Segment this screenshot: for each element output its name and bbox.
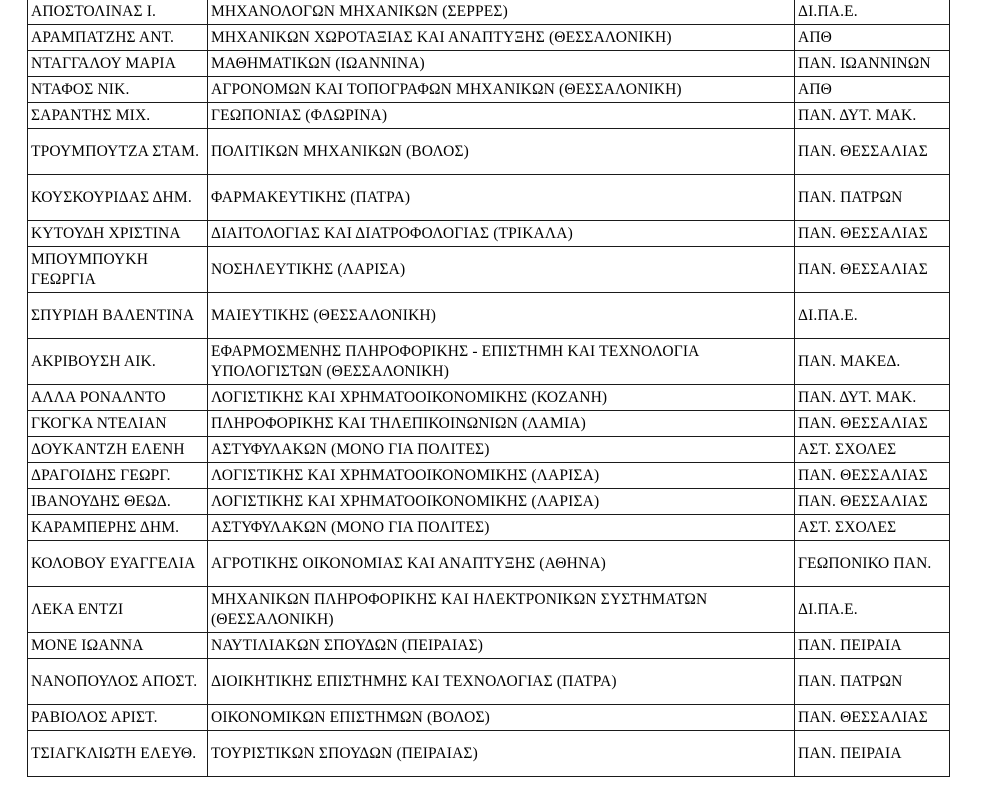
- department-cell: ΑΣΤΥΦΥΛΑΚΩΝ (ΜΟΝΟ ΓΙΑ ΠΟΛΙΤΕΣ): [208, 437, 795, 463]
- department-cell: ΛΟΓΙΣΤΙΚΗΣ ΚΑΙ ΧΡΗΜΑΤΟΟΙΚΟΝΟΜΙΚΗΣ (ΚΟΖΑΝΗ): [208, 385, 795, 411]
- student-name-cell: ΔΡΑΓΟΙΔΗΣ ΓΕΩΡΓ.: [28, 463, 208, 489]
- department-cell: ΑΓΡΟΝΟΜΩΝ ΚΑΙ ΤΟΠΟΓΡΑΦΩΝ ΜΗΧΑΝΙΚΩΝ (ΘΕΣΣΑΛΟΝΙΚΗ): [208, 77, 795, 103]
- table-row: [28, 411, 950, 437]
- student-name-cell: ΡΑΒΙΟΛΟΣ ΑΡΙΣΤ.: [28, 705, 208, 731]
- table-row: [28, 129, 950, 175]
- table-row: [28, 0, 950, 25]
- student-name-cell: ΝΑΝΟΠΟΥΛΟΣ ΑΠΟΣΤ.: [28, 659, 208, 705]
- student-name-cell: ΝΤΑΦΟΣ ΝΙΚ.: [28, 77, 208, 103]
- table-row: [28, 731, 950, 777]
- table-row: [28, 103, 950, 129]
- student-name-cell: ΝΤΑΓΓΑΛΟΥ ΜΑΡΙΑ: [28, 51, 208, 77]
- table-row: [28, 293, 950, 339]
- department-cell: ΜΗΧΑΝΙΚΩΝ ΠΛΗΡΟΦΟΡΙΚΗΣ ΚΑΙ ΗΛΕΚΤΡΟΝΙΚΩΝ ΣΥΣΤΗΜΑΤΩΝ (ΘΕΣΣΑΛΟΝΙΚΗ): [208, 587, 795, 633]
- institution-cell: ΓΕΩΠΟΝΙΚΟ ΠΑΝ.: [795, 541, 950, 587]
- institution-cell: ΑΣΤ. ΣΧΟΛΕΣ: [795, 515, 950, 541]
- institution-cell: ΔΙ.ΠΑ.Ε.: [795, 0, 950, 25]
- institution-cell: ΠΑΝ. ΘΕΣΣΑΛΙΑΣ: [795, 221, 950, 247]
- table-row: [28, 221, 950, 247]
- admissions-table: [27, 0, 950, 777]
- department-cell: ΜΑΘΗΜΑΤΙΚΩΝ (ΙΩΑΝΝΙΝΑ): [208, 51, 795, 77]
- department-cell: ΜΗΧΑΝΙΚΩΝ ΧΩΡΟΤΑΞΙΑΣ ΚΑΙ ΑΝΑΠΤΥΞΗΣ (ΘΕΣΣΑΛΟΝΙΚΗ): [208, 25, 795, 51]
- institution-cell: ΑΠΘ: [795, 77, 950, 103]
- department-cell: ΠΛΗΡΟΦΟΡΙΚΗΣ ΚΑΙ ΤΗΛΕΠΙΚΟΙΝΩΝΙΩΝ (ΛΑΜΙΑ): [208, 411, 795, 437]
- student-name-cell: ΜΟΝΕ ΙΩΑΝΝΑ: [28, 633, 208, 659]
- student-name-cell: ΚΥΤΟΥΔΗ ΧΡΙΣΤΙΝΑ: [28, 221, 208, 247]
- department-cell: ΟΙΚΟΝΟΜΙΚΩΝ ΕΠΙΣΤΗΜΩΝ (ΒΟΛΟΣ): [208, 705, 795, 731]
- institution-cell: ΠΑΝ. ΔΥΤ. ΜΑΚ.: [795, 103, 950, 129]
- table-row: [28, 463, 950, 489]
- results-sheet: [27, 0, 949, 777]
- table-row: [28, 339, 950, 385]
- institution-cell: ΔΙ.ΠΑ.Ε.: [795, 587, 950, 633]
- institution-cell: ΑΠΘ: [795, 25, 950, 51]
- student-name-cell: ΑΡΑΜΠΑΤΖΗΣ ΑΝΤ.: [28, 25, 208, 51]
- department-cell: ΛΟΓΙΣΤΙΚΗΣ ΚΑΙ ΧΡΗΜΑΤΟΟΙΚΟΝΟΜΙΚΗΣ (ΛΑΡΙΣΑ): [208, 489, 795, 515]
- student-name-cell: ΣΑΡΑΝΤΗΣ ΜΙΧ.: [28, 103, 208, 129]
- department-cell: ΜΑΙΕΥΤΙΚΗΣ (ΘΕΣΣΑΛΟΝΙΚΗ): [208, 293, 795, 339]
- institution-cell: ΠΑΝ. ΔΥΤ. ΜΑΚ.: [795, 385, 950, 411]
- table-row: [28, 705, 950, 731]
- table-row: [28, 25, 950, 51]
- department-cell: ΦΑΡΜΑΚΕΥΤΙΚΗΣ (ΠΑΤΡΑ): [208, 175, 795, 221]
- student-name-cell: ΚΟΛΟΒΟΥ ΕΥΑΓΓΕΛΙΑ: [28, 541, 208, 587]
- student-name-cell: ΣΠΥΡΙΔΗ ΒΑΛΕΝΤΙΝΑ: [28, 293, 208, 339]
- institution-cell: ΠΑΝ. ΠΑΤΡΩΝ: [795, 659, 950, 705]
- department-cell: ΔΙΟΙΚΗΤΙΚΗΣ ΕΠΙΣΤΗΜΗΣ ΚΑΙ ΤΕΧΝΟΛΟΓΙΑΣ (ΠΑΤΡΑ): [208, 659, 795, 705]
- institution-cell: ΠΑΝ. ΙΩΑΝΝΙΝΩΝ: [795, 51, 950, 77]
- student-name-cell: ΚΟΥΣΚΟΥΡΙΔΑΣ ΔΗΜ.: [28, 175, 208, 221]
- table-row: [28, 385, 950, 411]
- student-name-cell: ΑΚΡΙΒΟΥΣΗ ΑΙΚ.: [28, 339, 208, 385]
- table-row: [28, 659, 950, 705]
- department-cell: ΔΙΑΙΤΟΛΟΓΙΑΣ ΚΑΙ ΔΙΑΤΡΟΦΟΛΟΓΙΑΣ (ΤΡΙΚΑΛΑ): [208, 221, 795, 247]
- institution-cell: ΠΑΝ. ΘΕΣΣΑΛΙΑΣ: [795, 129, 950, 175]
- student-name-cell: ΤΣΙΑΓΚΛΙΩΤΗ ΕΛΕΥΘ.: [28, 731, 208, 777]
- student-name-cell: ΤΡΟΥΜΠΟΥΤΖΑ ΣΤΑΜ.: [28, 129, 208, 175]
- student-name-cell: ΛΕΚΑ ΕΝΤΖΙ: [28, 587, 208, 633]
- table-row: [28, 175, 950, 221]
- department-cell: ΑΓΡΟΤΙΚΗΣ ΟΙΚΟΝΟΜΙΑΣ ΚΑΙ ΑΝΑΠΤΥΞΗΣ (ΑΘΗΝΑ): [208, 541, 795, 587]
- table-row: [28, 541, 950, 587]
- department-cell: ΜΗΧΑΝΟΛΟΓΩΝ ΜΗΧΑΝΙΚΩΝ (ΣΕΡΡΕΣ): [208, 0, 795, 25]
- admissions-table-body: [28, 0, 950, 777]
- department-cell: ΠΟΛΙΤΙΚΩΝ ΜΗΧΑΝΙΚΩΝ (ΒΟΛΟΣ): [208, 129, 795, 175]
- student-name-cell: ΑΛΛΑ ΡΟΝΑΛΝΤΟ: [28, 385, 208, 411]
- table-row: [28, 489, 950, 515]
- institution-cell: ΠΑΝ. ΘΕΣΣΑΛΙΑΣ: [795, 705, 950, 731]
- department-cell: ΛΟΓΙΣΤΙΚΗΣ ΚΑΙ ΧΡΗΜΑΤΟΟΙΚΟΝΟΜΙΚΗΣ (ΛΑΡΙΣΑ): [208, 463, 795, 489]
- department-cell: ΕΦΑΡΜΟΣΜΕΝΗΣ ΠΛΗΡΟΦΟΡΙΚΗΣ - ΕΠΙΣΤΗΜΗ ΚΑΙ ΤΕΧΝΟΛΟΓΙΑ ΥΠΟΛΟΓΙΣΤΩΝ (ΘΕΣΣΑΛΟΝΙΚΗ): [208, 339, 795, 385]
- institution-cell: ΑΣΤ. ΣΧΟΛΕΣ: [795, 437, 950, 463]
- student-name-cell: ΚΑΡΑΜΠΕΡΗΣ ΔΗΜ.: [28, 515, 208, 541]
- student-name-cell: ΙΒΑΝΟΥΔΗΣ ΘΕΩΔ.: [28, 489, 208, 515]
- table-row: [28, 247, 950, 293]
- department-cell: ΝΟΣΗΛΕΥΤΙΚΗΣ (ΛΑΡΙΣΑ): [208, 247, 795, 293]
- table-row: [28, 51, 950, 77]
- institution-cell: ΠΑΝ. ΘΕΣΣΑΛΙΑΣ: [795, 463, 950, 489]
- institution-cell: ΠΑΝ. ΜΑΚΕΔ.: [795, 339, 950, 385]
- institution-cell: ΠΑΝ. ΠΕΙΡΑΙΑ: [795, 633, 950, 659]
- student-name-cell: ΔΟΥΚΑΝΤΖΗ ΕΛΕΝΗ: [28, 437, 208, 463]
- student-name-cell: ΑΠΟΣΤΟΛΙΝΑΣ Ι.: [28, 0, 208, 25]
- institution-cell: ΔΙ.ΠΑ.Ε.: [795, 293, 950, 339]
- institution-cell: ΠΑΝ. ΘΕΣΣΑΛΙΑΣ: [795, 489, 950, 515]
- department-cell: ΝΑΥΤΙΛΙΑΚΩΝ ΣΠΟΥΔΩΝ (ΠΕΙΡΑΙΑΣ): [208, 633, 795, 659]
- department-cell: ΓΕΩΠΟΝΙΑΣ (ΦΛΩΡΙΝΑ): [208, 103, 795, 129]
- table-row: [28, 515, 950, 541]
- institution-cell: ΠΑΝ. ΘΕΣΣΑΛΙΑΣ: [795, 411, 950, 437]
- student-name-cell: ΓΚΟΓΚΑ ΝΤΕΛΙΑΝ: [28, 411, 208, 437]
- table-row: [28, 437, 950, 463]
- institution-cell: ΠΑΝ. ΠΑΤΡΩΝ: [795, 175, 950, 221]
- department-cell: ΑΣΤΥΦΥΛΑΚΩΝ (ΜΟΝΟ ΓΙΑ ΠΟΛΙΤΕΣ): [208, 515, 795, 541]
- institution-cell: ΠΑΝ. ΘΕΣΣΑΛΙΑΣ: [795, 247, 950, 293]
- student-name-cell: ΜΠΟΥΜΠΟΥΚΗ ΓΕΩΡΓΙΑ: [28, 247, 208, 293]
- department-cell: ΤΟΥΡΙΣΤΙΚΩΝ ΣΠΟΥΔΩΝ (ΠΕΙΡΑΙΑΣ): [208, 731, 795, 777]
- institution-cell: ΠΑΝ. ΠΕΙΡΑΙΑ: [795, 731, 950, 777]
- table-row: [28, 77, 950, 103]
- table-row: [28, 633, 950, 659]
- table-row: [28, 587, 950, 633]
